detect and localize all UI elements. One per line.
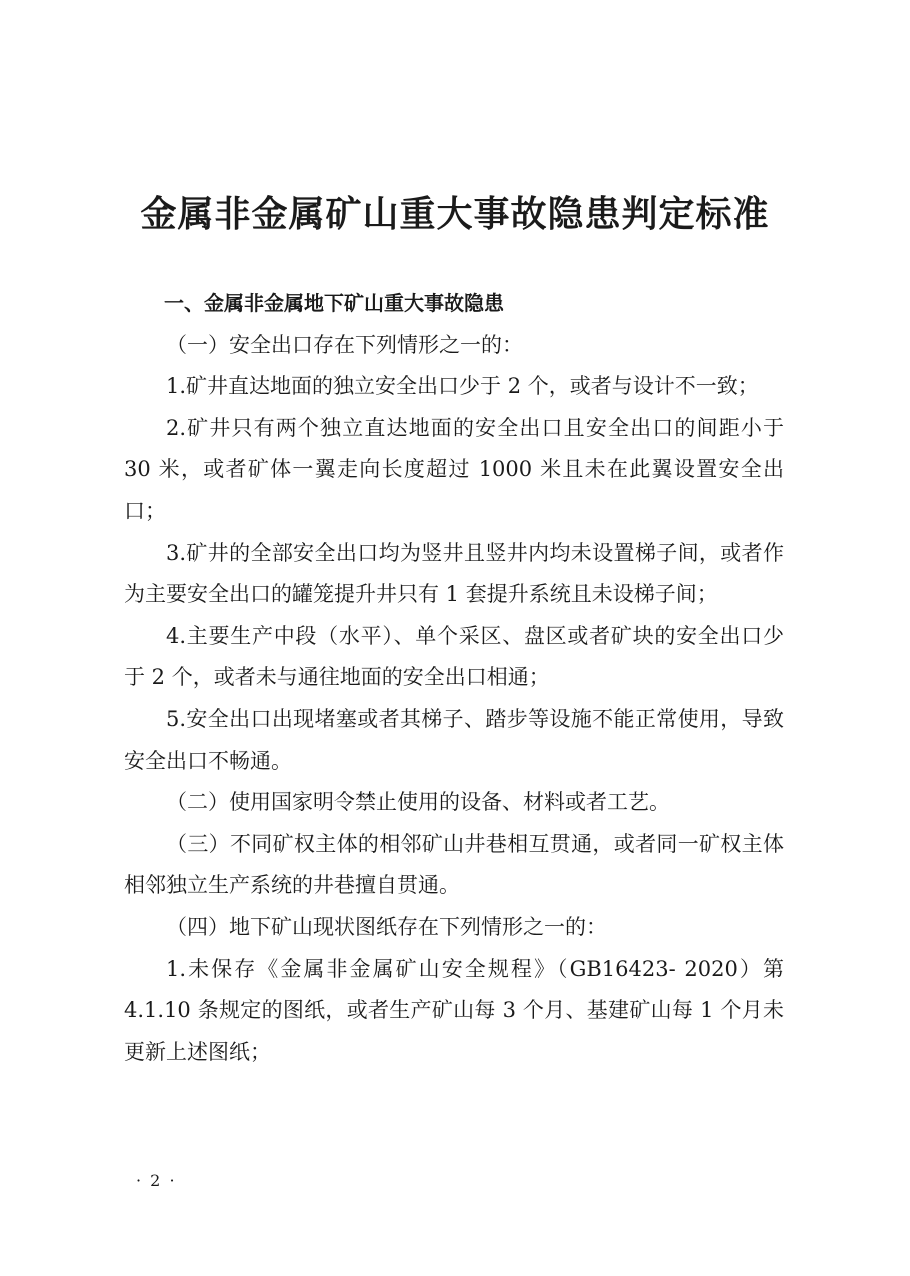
list-item: 5.安全出口出现堵塞或者其梯子、踏步等设施不能正常使用，导致安全出口不畅通。 xyxy=(124,706,784,773)
subsection-heading: （四）地下矿山现状图纸存在下列情形之一的： xyxy=(166,914,607,939)
subsection-heading: （三）不同矿权主体的相邻矿山井巷相互贯通，或者同一矿权主体相邻独立生产系统的井巷擅自贯通。 xyxy=(124,831,784,898)
page-number: · 2 · xyxy=(136,1171,177,1190)
list-item: 1.矿井直达地面的独立安全出口少于 2 个，或者与设计不一致； xyxy=(166,374,759,399)
list-item: 3.矿井的全部安全出口均为竖井且竖井内均未设置梯子间，或者作为主要安全出口的罐笼提升井只有 1 套提升系统且未设梯子间； xyxy=(124,540,784,607)
list-item: 4.主要生产中段（水平）、单个采区、盘区或者矿块的安全出口少于 2 个，或者未与通往地面的安全出口相通； xyxy=(124,623,784,690)
list-item: 1.未保存《金属非金属矿山安全规程》（GB16423- 2020）第 4.1.10 条规定的图纸，或者生产矿山每 3 个月、基建矿山每 1 个月未更新上述图纸； xyxy=(124,956,784,1064)
subsection-heading: （二）使用国家明令禁止使用的设备、材料或者工艺。 xyxy=(166,790,670,815)
document-body xyxy=(124,283,784,1073)
section-heading: 一、金属非金属地下矿山重大事故隐患 xyxy=(164,291,504,315)
subsection-heading: （一）安全出口存在下列情形之一的： xyxy=(166,332,523,357)
list-item: 2.矿井只有两个独立直达地面的安全出口且安全出口的间距小于 30 米，或者矿体一翼走向长度超过 1000 米且未在此翼设置安全出口； xyxy=(124,415,784,523)
document-title: 金属非金属矿山重大事故隐患判定标准 xyxy=(140,194,770,235)
